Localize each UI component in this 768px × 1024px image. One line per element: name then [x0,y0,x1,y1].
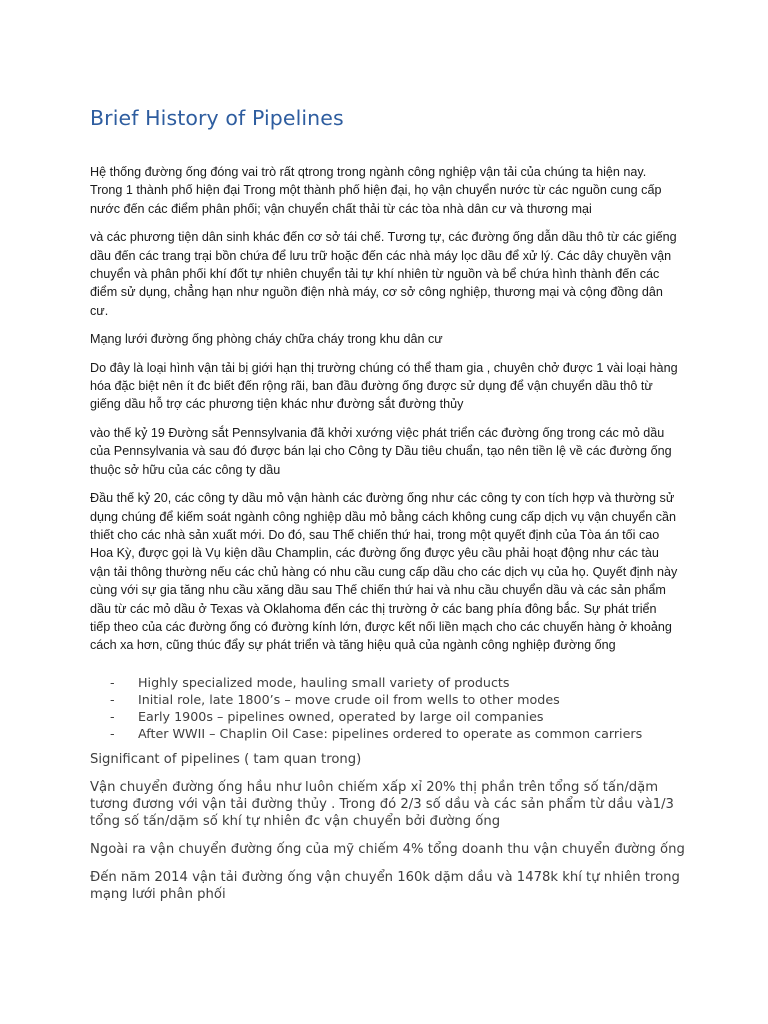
list-item-text: Early 1900s – pipelines owned, operated by large oil companies [138,709,544,724]
paragraph-distribution: và các phương tiện dân sinh khác đến cơ sở tái chế. Tương tự, các đường ống dẫn dầu thô từ các giếng dầu đến các trang trại bồn chứa để lưu trữ hoặc đến các nhà máy lọc dầu để xử lý. Các dây chuyền vận chuyển và phân phối khí đốt tự nhiên chuyển tải tự khí nhiên từ nguồn và bể chứa hình thành đến các điểm sử dụng, chẳng hạn như nguồn điện nhà máy, cơ sở công nghiệp, thương mại và cộng đồng dân cư. [90,230,677,318]
bullet-dash: - [110,675,115,690]
paragraph-intro: Hệ thống đường ống đóng vai trò rất qtrong trong ngành công nghiệp vận tải của chúng ta hiện nay. Trong 1 thành phố hiện đại Trong một thành phố hiện đại, họ vận chuyển nước từ các nguồn cung cấp nước đến các điểm phân phối; vận chuyển chất thải từ các tòa nhà dân cư và thương mại [90,165,662,216]
significance-heading: Significant of pipelines ( tam quan trong) [90,752,362,767]
paragraph-early-use: Do đây là loại hình vận tải bị giới hạn thị trường chúng có thể tham gia , chuyên chở được 1 vài loại hàng hóa đặc biệt nên ít đc biết đến rộng rãi, ban đầu đường ống được sử dụng để vận chuyển dầu thô từ giếng dầu hỗ trợ các phương tiện khác như đường sắt đường thủy [90,360,678,412]
bullet-dash: - [110,692,115,707]
paragraph-19th-century: vào thế kỷ 19 Đường sắt Pennsylvania đã khởi xướng việc phát triển các đường ống trong các mỏ dầu của Pennsylvania và sau đó được bán lại cho Công ty Dầu tiêu chuẩn, tạo nên tiền lệ về các đường ống thuộc sở hữu của các công ty dầu [90,425,672,477]
bullet-list [110,674,642,742]
significance-section [90,751,690,914]
bullet-dash: - [110,726,115,741]
paragraph-market-share: Vận chuyển đường ống hầu như luôn chiếm xấp xỉ 20% thị phần trên tổng số tấn/dặm tương đương với vận tải đường thủy . Trong đó 2/3 số dầu và các sản phẩm từ dầu và1/3 tổng số tấn/dặm số khí tự nhiên đc vận chuyển bởi đường ống [90,780,674,829]
list-item [110,725,642,742]
list-item-text: Highly specialized mode, hauling small variety of products [138,675,510,690]
list-item [110,708,642,725]
list-item-text: After WWII – Chaplin Oil Case: pipelines ordered to operate as common carriers [138,726,643,741]
body-section [90,163,678,665]
paragraph-2014: Đến năm 2014 vận tải đường ống vận chuyển 160k dặm dầu và 1478k khí tự nhiên trong mạng lưới phân phối [90,870,680,902]
paragraph-fire-network: Mạng lưới đường ống phòng cháy chữa cháy trong khu dân cư [90,332,443,347]
paragraph-revenue: Ngoài ra vận chuyển đường ống của mỹ chiếm 4% tổng doanh thu vận chuyển đường ống [90,842,685,857]
list-item-text: Initial role, late 1800’s – move crude oil from wells to other modes [138,692,560,707]
list-item [110,674,642,691]
paragraph-20th-century: Đầu thế kỷ 20, các công ty dầu mỏ vận hành các đường ống như các công ty con tích hợp và thường sử dụng chúng để kiếm soát ngành công nghiệp dầu mỏ bằng cách không cung cấp dịch vụ vận chuyển cần thiết cho các nhà sản xuất mới. Do đó, sau Thế chiến thứ hai, trong một quyết định của Tòa án tối cao Hoa Kỳ, được gọi là Vụ kiện dầu Champlin, các đường ống được yêu cầu phải hoạt động như các tàu vận tải thông thường nếu các chủ hàng có nhu cầu cung cấp dầu cho các dịch vụ của họ. Quyết định này cùng với sự gia tăng nhu cầu xăng dầu sau Thế chiến thứ hai và nhu cầu chuyển dầu và các sản phẩm dầu từ các mỏ dầu ở Texas và Oklahoma đến các thị trường ở các bang phía đông bắc. Sự phát triển tiếp theo của các đường ống có đường kính lớn, được kết nối liền mạch cho các chuyến hàng ở khoảng cách xa hơn, cũng thúc đẩy sự phát triển và tăng hiệu quả của ngành công nghiệp đường ống [90,491,678,653]
document-title: Brief History of Pipelines [90,106,344,130]
bullet-dash: - [110,709,115,724]
list-item [110,691,642,708]
